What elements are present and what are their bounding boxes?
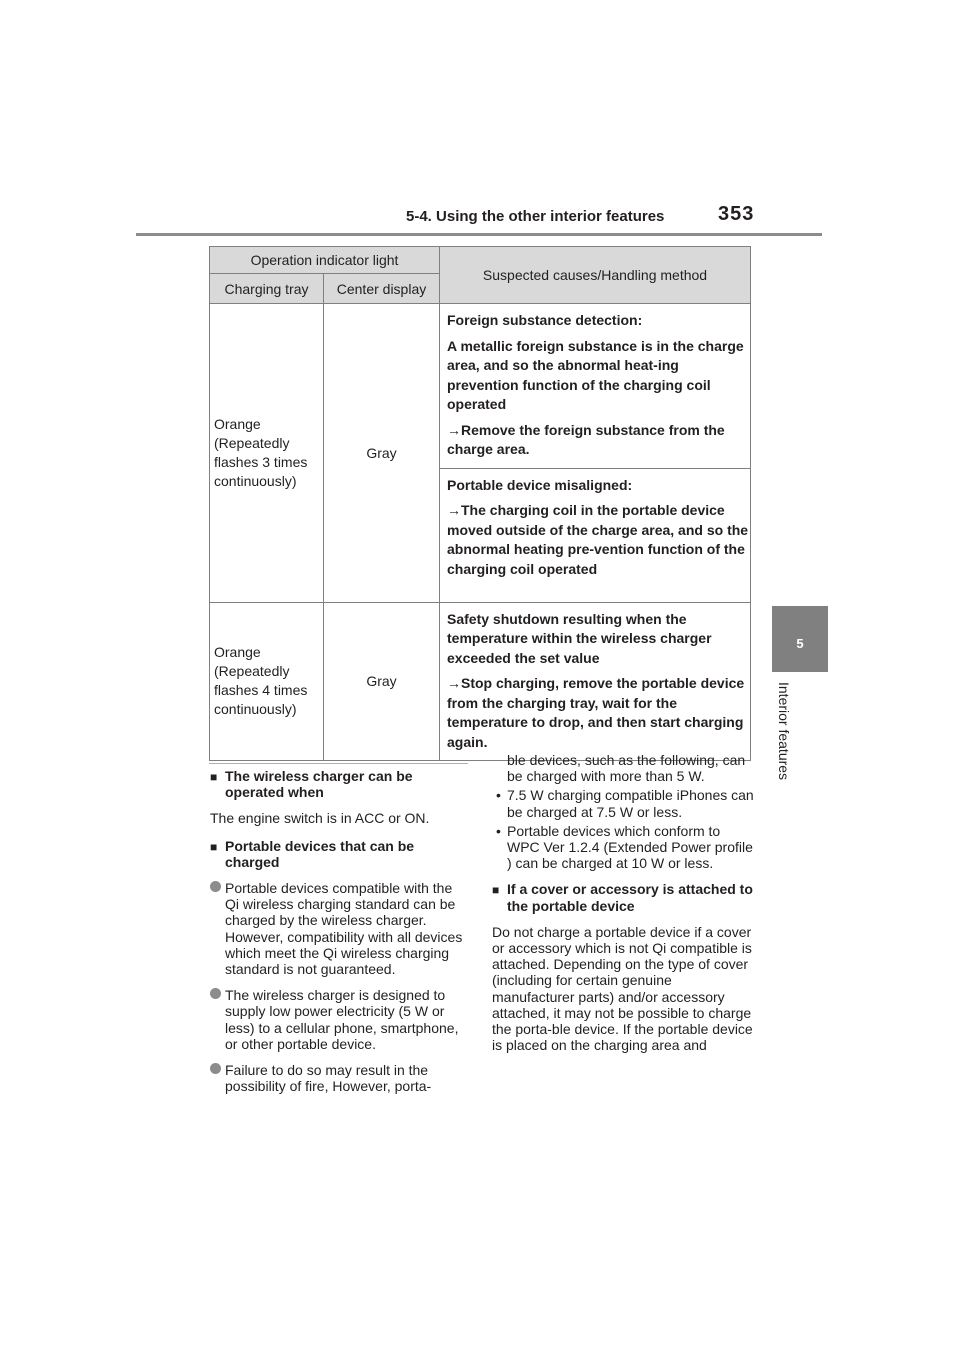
header-rule — [136, 233, 822, 236]
square-bullet-icon: ■ — [210, 839, 218, 854]
tray-cell — [210, 304, 324, 603]
square-bullet-icon: ■ — [210, 770, 218, 784]
chapter-label — [764, 682, 804, 822]
display-cell: Gray — [324, 304, 440, 603]
section-heading — [492, 881, 754, 913]
list-item-text: 7.5 W charging compatible iPhones can be charged at 7.5 W or less. — [507, 787, 754, 820]
tray-line: Orange — [214, 644, 261, 661]
list-item — [210, 987, 470, 1052]
header-operation-indicator: Operation indicator light — [210, 247, 440, 274]
list-item-text: Failure to do so may result in the possibility of fire, However, porta- — [225, 1062, 432, 1095]
cause-cell — [440, 304, 751, 469]
page-number: 353 — [718, 203, 755, 225]
section-heading — [210, 838, 470, 870]
right-column — [492, 752, 754, 1064]
tray-line: continuously) — [214, 472, 297, 489]
chapter-number: 5 — [796, 636, 804, 651]
circle-bullet-icon — [210, 988, 221, 999]
indicator-table — [209, 246, 751, 761]
table-row — [210, 304, 751, 469]
list-item-text: Portable devices which conform to WPC Ver 1.2.4 (Extended Power profile ) can be charged at 10 W or less. — [507, 822, 753, 872]
chapter-tab — [772, 606, 828, 672]
table-row — [210, 602, 751, 761]
cause-cell — [440, 602, 751, 761]
heading-text: Portable devices that can be charged — [225, 837, 415, 870]
cause-title: Portable device misaligned: — [447, 476, 633, 493]
header-causes: Suspected causes/Handling method — [440, 247, 751, 304]
section-divider — [209, 763, 468, 764]
cause-title: Foreign substance detection: — [447, 312, 643, 328]
dot-bullet-icon: • — [496, 787, 501, 804]
list-item — [210, 880, 470, 977]
cause-action: →Stop charging, remove the portable device from the charging tray, wait for the temperature to drop, and then start charging again. — [447, 675, 745, 750]
chapter-label-text: Interior features — [776, 682, 792, 781]
section-title: 5-4. Using the other interior features — [406, 208, 665, 225]
heading-text: If a cover or accessory is attached to the portable device — [507, 881, 753, 914]
paragraph: Do not charge a portable device if a cover or accessory which is not Qi compatible is attached. Depending on the type of cover (including for certain genuine manufacturer parts) and/or accessory attached, it may not be possible to charge the porta-ble device. If the portable device is placed on the charging area and — [492, 923, 753, 1054]
tray-line: Orange — [214, 415, 261, 432]
paragraph: The engine switch is in ACC or ON. — [210, 810, 430, 827]
tray-line: (Repeatedly — [214, 434, 290, 451]
square-bullet-icon: ■ — [492, 883, 500, 898]
list-item — [492, 787, 754, 819]
heading-text: The wireless charger can be operated when — [225, 768, 413, 801]
tray-cell — [210, 602, 324, 761]
cause-text: A metallic foreign substance is in the charge area, and so the abnormal heat-ing prevention function of the charging coil operated — [447, 337, 744, 412]
left-column — [210, 768, 470, 1104]
cause-action: →Remove the foreign substance from the charge area. — [447, 421, 725, 457]
header-charging-tray: Charging tray — [210, 274, 324, 304]
cause-title: Safety shutdown resulting when the temperature within the wireless charger exceeded the set value — [447, 610, 712, 666]
dot-bullet-icon: • — [496, 822, 501, 839]
tray-line: continuously) — [214, 701, 297, 718]
list-item-text: The wireless charger is designed to supply low power electricity (5 W or less) to a cellular phone, smartphone, or other portable device. — [225, 987, 459, 1052]
list-item — [492, 823, 754, 872]
list-item-text: Portable devices compatible with the Qi wireless charging standard can be charged by the wireless charger. However, compatibility with all devices which meet the Qi wireless charging standard is not guaranteed. — [225, 880, 463, 978]
section-heading — [210, 768, 470, 800]
tray-line: flashes 3 times — [214, 453, 308, 470]
circle-bullet-icon — [210, 881, 221, 892]
display-cell: Gray — [324, 602, 440, 761]
circle-bullet-icon — [210, 1063, 221, 1074]
cause-cell — [440, 468, 751, 602]
cause-action: →The charging coil in the portable device moved outside of the charge area, and so the abnormal heating pre-vention function of the charging coil operated — [447, 502, 749, 577]
header-center-display: Center display — [324, 274, 440, 304]
tray-line: flashes 4 times — [214, 682, 308, 699]
list-item — [210, 1062, 470, 1094]
tray-line: (Repeatedly — [214, 663, 290, 680]
paragraph-continuation: ble devices, such as the following, can be charged with more than 5 W. — [507, 752, 746, 785]
